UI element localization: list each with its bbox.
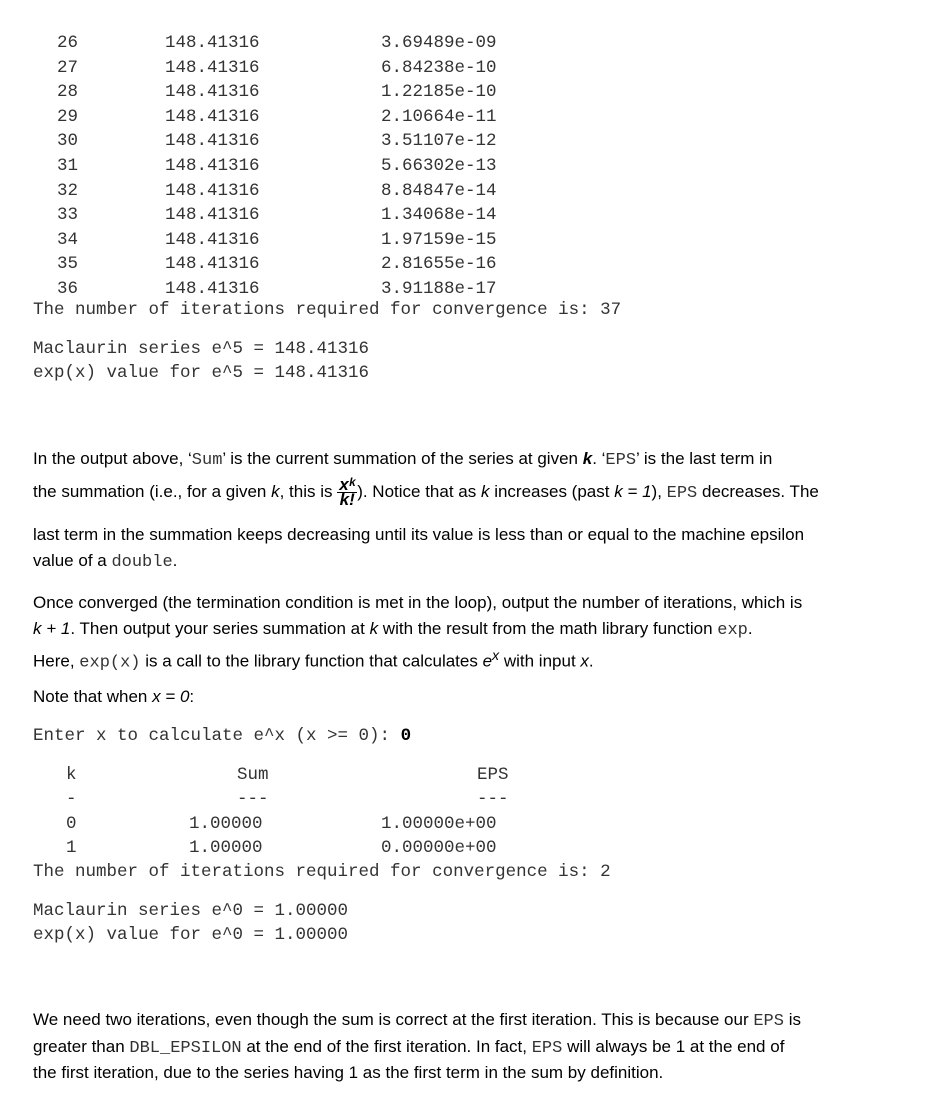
x-pow-k-over-k-factorial: $\frac{\text{xᵏ}}{k!}$: [339, 475, 356, 509]
top-row-k: 29: [57, 107, 79, 127]
top-row-eps: 1.34068e-14: [381, 205, 497, 225]
top-row-eps: 1.97159e-15: [381, 230, 497, 250]
paragraph-3-line-2: greater than DBL_EPSILON at the end of the first iteration. In fact, EPS will always be 1 at the end of: [33, 1037, 785, 1058]
top-row-eps: 3.91188e-17: [381, 279, 497, 299]
paragraph-3-line-1: We need two iterations, even though the sum is correct at the first iteration. This is because our EPS is: [33, 1010, 801, 1031]
top-exp-line: exp(x) value for e^5 = 148.41316: [33, 363, 370, 383]
row-1-eps: 0.00000e+00: [381, 838, 497, 858]
paragraph-3-line-3: the first iteration, due to the series having 1 as the first term in the sum by definition.: [33, 1063, 664, 1082]
top-row-eps: 3.69489e-09: [381, 33, 497, 53]
paragraph-2-line-2: k + 1. Then output your series summation at k with the result from the math library function exp.: [33, 619, 753, 640]
paragraph-1-line-4: value of a double.: [33, 551, 178, 572]
top-row-eps: 1.22185e-10: [381, 82, 497, 102]
top-row-sum: 148.41316: [165, 254, 260, 274]
top-row-k: 33: [57, 205, 79, 225]
top-row-k: 35: [57, 254, 79, 274]
top-row-sum: 148.41316: [165, 205, 260, 225]
top-row-k: 36: [57, 279, 79, 299]
top-row-k: 28: [57, 82, 79, 102]
top-row-sum: 148.41316: [165, 230, 260, 250]
header-k: k: [66, 765, 77, 785]
row-0-eps: 1.00000e+00: [381, 814, 497, 834]
paragraph-2-line-1: Once converged (the termination condition is met in the loop), output the number of iterations, which is: [33, 593, 803, 612]
paragraph-1-line-3: last term in the summation keeps decreasing until its value is less than or equal to the machine epsilon: [33, 525, 805, 544]
bottom-exp-line: exp(x) value for e^0 = 1.00000: [33, 925, 349, 945]
bottom-maclaurin-line: Maclaurin series e^0 = 1.00000: [33, 901, 349, 921]
top-row-sum: 148.41316: [165, 82, 260, 102]
dash-eps: ---: [477, 789, 509, 809]
header-eps: EPS: [477, 765, 509, 785]
top-row-k: 27: [57, 58, 79, 78]
paragraph-1-line-2: the summation (i.e., for a given k, this is $\frac{\text{xᵏ}}{k!}$ ). Notice that as k increases (past k = 1), EPS decreases. The: [33, 475, 819, 509]
row-1-sum: 1.00000: [189, 838, 263, 858]
top-row-eps: 8.84847e-14: [381, 181, 497, 201]
top-row-eps: 5.66302e-13: [381, 156, 497, 176]
dash-k: -: [66, 789, 77, 809]
console-prompt: Enter x to calculate e^x (x >= 0): 0: [33, 726, 412, 746]
top-row-sum: 148.41316: [165, 156, 260, 176]
top-row-k: 26: [57, 33, 79, 53]
note-line: Note that when x = 0:: [33, 687, 195, 706]
top-maclaurin-line: Maclaurin series e^5 = 148.41316: [33, 339, 370, 359]
row-1-k: 1: [66, 838, 77, 858]
prompt-input-value: 0: [400, 726, 412, 746]
top-iterations-line: The number of iterations required for convergence is: 37: [33, 300, 622, 320]
top-row-k: 30: [57, 131, 79, 151]
row-0-sum: 1.00000: [189, 814, 263, 834]
header-sum: Sum: [237, 765, 269, 785]
top-row-k: 31: [57, 156, 79, 176]
top-row-eps: 3.51107e-12: [381, 131, 497, 151]
top-row-sum: 148.41316: [165, 131, 260, 151]
top-row-sum: 148.41316: [165, 58, 260, 78]
top-row-eps: 2.10664e-11: [381, 107, 497, 127]
dash-sum: ---: [237, 789, 269, 809]
bottom-iterations-line: The number of iterations required for convergence is: 2: [33, 862, 611, 882]
paragraph-2-line-3: Here, exp(x) is a call to the library function that calculates $e^x$ with input x.: [33, 648, 594, 673]
row-0-k: 0: [66, 814, 77, 834]
top-row-eps: 2.81655e-16: [381, 254, 497, 274]
top-row-k: 32: [57, 181, 79, 201]
top-row-sum: 148.41316: [165, 279, 260, 299]
top-row-eps: 6.84238e-10: [381, 58, 497, 78]
top-row-sum: 148.41316: [165, 181, 260, 201]
paragraph-1-line-1: In the output above, ‘Sum’ is the current summation of the series at given k. ‘EPS’ is the last term in: [33, 449, 773, 470]
top-row-k: 34: [57, 230, 79, 250]
top-row-sum: 148.41316: [165, 107, 260, 127]
top-row-sum: 148.41316: [165, 33, 260, 53]
